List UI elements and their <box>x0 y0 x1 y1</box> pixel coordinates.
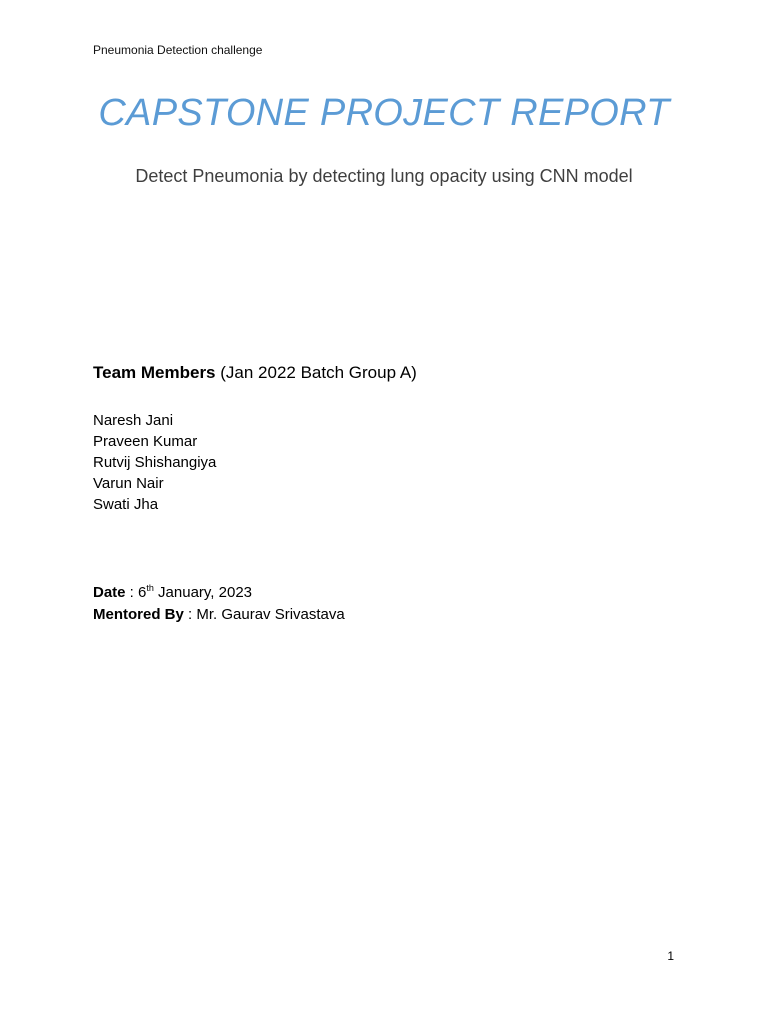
team-member: Naresh Jani <box>93 412 174 429</box>
date-line <box>93 584 252 601</box>
date-separator: : <box>125 584 139 601</box>
team-member: Varun Nair <box>93 475 164 492</box>
mentor-separator: : <box>183 606 197 623</box>
date-day: 6 <box>138 584 147 601</box>
mentor-name: Mr. Gaurav Srivastava <box>196 606 345 623</box>
team-member: Praveen Kumar <box>93 433 198 450</box>
team-heading-label: Team Members <box>93 363 216 382</box>
team-heading <box>93 363 417 383</box>
team-member: Swati Jha <box>93 496 159 513</box>
team-member-list <box>93 410 216 515</box>
date-rest: January, 2023 <box>153 584 253 601</box>
date-label: Date <box>93 584 126 601</box>
mentor-label: Mentored By <box>93 606 184 623</box>
report-subtitle: Detect Pneumonia by detecting lung opacity using CNN model <box>135 166 633 186</box>
team-member: Rutvij Shishangiya <box>93 454 217 471</box>
team-batch: (Jan 2022 Batch Group A) <box>220 363 417 382</box>
mentor-line <box>93 606 345 623</box>
date-day-suffix: th <box>146 583 154 593</box>
report-title: CAPSTONE PROJECT REPORT <box>98 92 670 134</box>
page-number: 1 <box>667 949 674 963</box>
running-header: Pneumonia Detection challenge <box>93 43 263 57</box>
